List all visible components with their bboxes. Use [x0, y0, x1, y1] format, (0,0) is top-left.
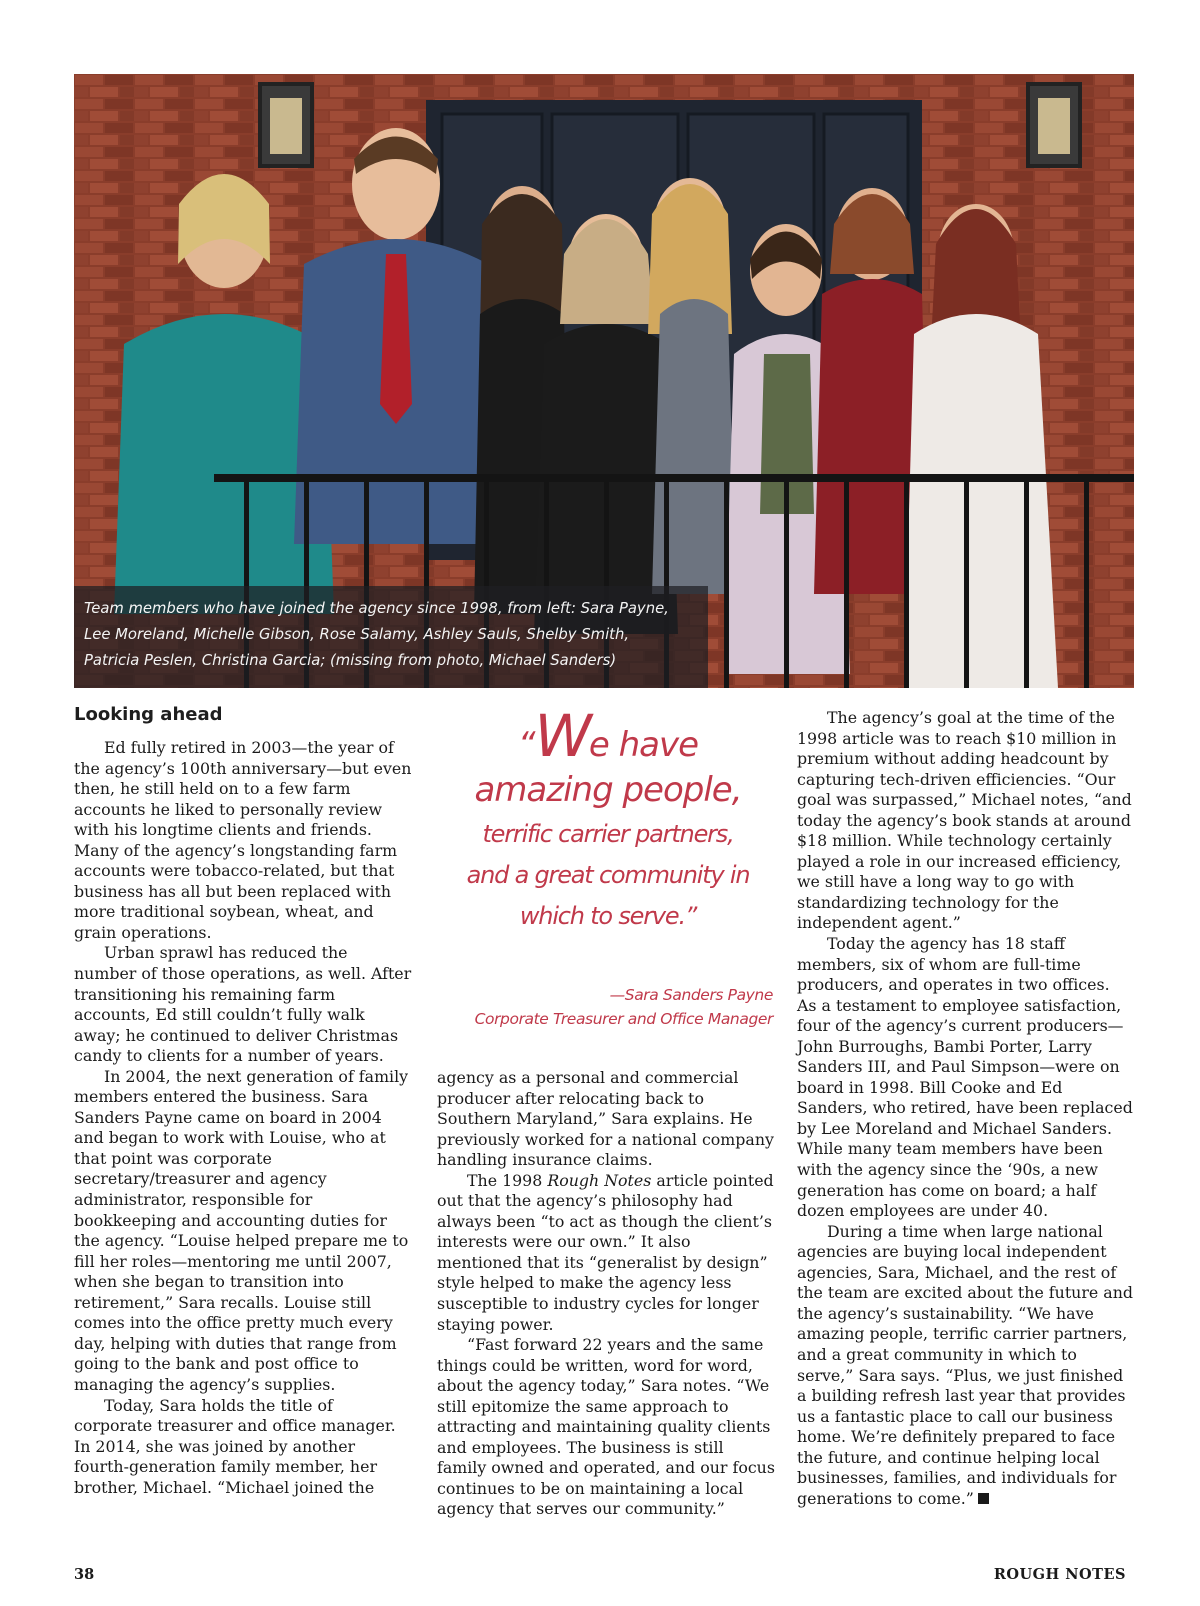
- caption-line: Patricia Peslen, Christina Garcia; (missing from photo, Michael Sanders): [84, 652, 617, 669]
- paragraph-text: article pointed out that the agency’s philosophy had always been “to act as though the client’s interests were our own.” It also mentioned that its “generalist by design” style helped to make the agency less susceptible to industry cycles for longer staying power.: [437, 1170, 774, 1334]
- paragraph: The agency’s goal at the time of the 1998 article was to reach $10 million in premium without adding headcount by capturing tech-driven efficiencies. “Our goal was surpassed,” Michael notes, “and today the agency’s book stands at around $18 million. While technology certainly played a role in our increased efficiency, we still have a long way to go with standardizing technology for the independent agent.”: [797, 708, 1132, 933]
- publication-title: Rough Notes: [547, 1170, 652, 1190]
- paragraph: Today, Sara holds the title of corporate treasurer and office manager. In 2014, she was joined by another fourth-generation family member, her brother, Michael. “Michael joined the: [74, 1395, 396, 1497]
- pull-quote-line: terrific carrier partners,: [482, 820, 734, 848]
- caption-line: Team members who have joined the agency since 1998, from left: Sara Payne,: [84, 600, 669, 617]
- team-photo: [74, 74, 1134, 688]
- open-quote-mark: “: [517, 725, 535, 765]
- pull-quote-line: and a great community in: [466, 861, 750, 889]
- pull-quote-attribution: [437, 983, 773, 1031]
- paragraph: [437, 1171, 777, 1335]
- photo-caption: [74, 586, 708, 688]
- paragraph: “Fast forward 22 years and the same things could be written, word for word, about the agency today,” Sara notes. “We still epitomize the same approach to attracting and maintaining quality clients and employees. The business is still family owned and operated, and our focus continues to be on maintaining a local agency that serves our community.”: [437, 1335, 775, 1519]
- article-column-1: [74, 738, 414, 1498]
- article-column-2: [437, 1068, 777, 1520]
- paragraph-text: The 1998: [467, 1170, 548, 1190]
- paragraph: agency as a personal and commercial producer after relocating back to Southern Maryland,” Sara explains. He previously worked for a national company handling insurance claims.: [437, 1068, 774, 1170]
- pull-quote-line: which to serve.”: [519, 902, 697, 930]
- paragraph-text: During a time when large national agencies are buying local independent agencies, Sara, Michael, and the rest of the team are excited about the future and the agency’s sustainability. “We have amazing people, terrific carrier partners, and a great community in which to serve,” Sara says. “Plus, we just finished a building refresh last year that provides us a fantastic place to call our business home. We’re definitely prepared to face the future, and continue helping local businesses, families, and individuals for generations to come.”: [797, 1221, 1133, 1508]
- page-number: 38: [74, 1566, 95, 1583]
- section-heading: Looking ahead: [74, 704, 223, 725]
- attribution-name: —Sara Sanders Payne: [609, 986, 773, 1004]
- attribution-title: Corporate Treasurer and Office Manager: [474, 1010, 773, 1028]
- pull-quote-line-text: e have: [588, 725, 699, 765]
- paragraph: In 2004, the next generation of family members entered the business. Sara Sanders Payne came on board in 2004 and began to work with Louise, who at that point was corporate secretary/treasurer and agency administrator, responsible for bookkeeping and accounting duties for the agency. “Louise helped prepare me to fill her roles—mentoring me until 2007, when she began to transition into retirement,” Sara recalls. Louise still comes into the office pretty much every day, helping with duties that range from going to the bank and post office to managing the agency’s supplies.: [74, 1066, 409, 1394]
- pull-quote-line: amazing people,: [474, 770, 742, 810]
- pull-quote-initial: W: [534, 702, 589, 770]
- pull-quote-line: [437, 702, 779, 770]
- caption-line: Lee Moreland, Michelle Gibson, Rose Salamy, Ashley Sauls, Shelby Smith,: [84, 626, 630, 643]
- paragraph: Today the agency has 18 staff members, six of whom are full-time producers, and operates in two offices. As a testament to employee satisfaction, four of the agency’s current producers—John Burroughs, Bambi Porter, Larry Sanders III, and Paul Simpson—were on board in 1998. Bill Cooke and Ed Sanders, who retired, have been replaced by Lee Moreland and Michael Sanders. While many team members have been with the agency since the ‘90s, a new generation has come on board; a half dozen employees are under 40.: [797, 934, 1133, 1221]
- article-column-3: [797, 708, 1134, 1509]
- pull-quote: [437, 702, 779, 936]
- paragraph: Urban sprawl has reduced the number of those operations, as well. After transitioning his remaining farm accounts, Ed still couldn’t fully walk away; he continued to deliver Christmas candy to clients for a number of years.: [74, 943, 412, 1066]
- end-mark-icon: [978, 1493, 989, 1504]
- paragraph: [797, 1222, 1134, 1510]
- paragraph: Ed fully retired in 2003—the year of the agency’s 100th anniversary—but even then, he still held on to a few farm accounts he liked to personally review with his longtime clients and friends. Many of the agency’s longstanding farm accounts were tobacco-related, but that business has all but been replaced with more traditional soybean, wheat, and grain operations.: [74, 738, 412, 942]
- publication-name: ROUGH NOTES: [993, 1566, 1126, 1583]
